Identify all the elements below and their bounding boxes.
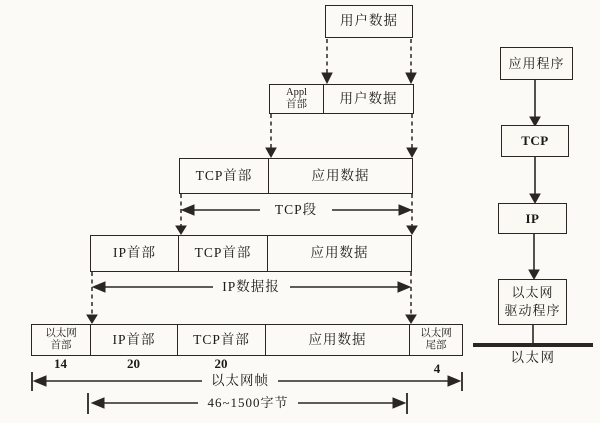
application-layer-box bbox=[500, 47, 573, 80]
app-data-cell bbox=[268, 236, 411, 271]
payload-range-span-label: 46~1500字节 bbox=[207, 395, 289, 410]
dashed-arrows-userdata-to-row2 bbox=[322, 39, 416, 83]
app-data-cell bbox=[269, 159, 412, 193]
ip-header-cell bbox=[91, 236, 179, 271]
eth-header-size: 14 bbox=[54, 356, 67, 371]
tcp-header-label: TCP首部 bbox=[193, 331, 250, 347]
ip-header-size: 20 bbox=[127, 356, 140, 371]
tcp-layer-box bbox=[501, 125, 569, 157]
appl-header-cell bbox=[270, 85, 324, 113]
application-layer-label: 应用程序 bbox=[508, 55, 565, 71]
ip-layer-box bbox=[498, 203, 567, 234]
ip-header-label: IP首部 bbox=[112, 331, 156, 347]
eth-trailer-size: 4 bbox=[433, 361, 441, 376]
ip-datagram-span-label: IP数据报 bbox=[222, 279, 280, 294]
tcp-layer-label: TCP bbox=[521, 133, 549, 149]
user-data-label: 用户数据 bbox=[339, 90, 398, 106]
ethernet-frame-span-label: 以太网帧 bbox=[211, 373, 269, 388]
tcp-header-label: TCP首部 bbox=[195, 167, 253, 183]
ip-datagram-box bbox=[90, 235, 412, 272]
tcp-segment-box bbox=[179, 158, 413, 194]
app-data-label: 应用数据 bbox=[310, 245, 369, 261]
ip-header-cell bbox=[91, 325, 178, 355]
tcp-segment-span-label: TCP段 bbox=[274, 202, 318, 217]
user-data-cell bbox=[326, 6, 412, 37]
application-message-box bbox=[269, 84, 414, 114]
ethernet-driver-box bbox=[498, 279, 567, 325]
user-data-box bbox=[325, 5, 413, 38]
app-data-cell bbox=[266, 325, 410, 355]
app-data-label: 应用数据 bbox=[311, 167, 370, 183]
app-data-label: 应用数据 bbox=[308, 331, 367, 347]
appl-header-line2: 首部 bbox=[286, 99, 307, 110]
ethernet-driver-line1: 以太网 bbox=[511, 285, 554, 301]
ethernet-trailer-line2: 尾部 bbox=[425, 340, 447, 351]
tcp-header-size: 20 bbox=[214, 356, 228, 371]
ethernet-trailer-line1: 以太网 bbox=[420, 327, 452, 339]
ip-layer-label: IP bbox=[525, 210, 540, 226]
tcp-header-label: TCP首部 bbox=[194, 245, 252, 261]
appl-header-line1: Appl bbox=[286, 86, 307, 98]
ethernet-wire-label: 以太网 bbox=[510, 350, 556, 365]
ip-header-label: IP首部 bbox=[112, 245, 156, 261]
dashed-arrows-row2-to-row3 bbox=[266, 114, 417, 157]
ethernet-frame-box bbox=[31, 324, 463, 356]
ethernet-header-line2: 首部 bbox=[50, 340, 72, 351]
tcp-header-cell bbox=[180, 159, 269, 193]
ethernet-header-cell bbox=[32, 325, 91, 355]
tcp-header-cell bbox=[179, 236, 268, 271]
user-data-cell bbox=[324, 85, 413, 113]
tcp-header-cell bbox=[178, 325, 266, 355]
ethernet-trailer-cell bbox=[410, 325, 462, 355]
ethernet-driver-line2: 驱动程序 bbox=[504, 303, 561, 318]
user-data-label: 用户数据 bbox=[340, 13, 398, 29]
ethernet-header-line1: 以太网 bbox=[45, 327, 77, 339]
